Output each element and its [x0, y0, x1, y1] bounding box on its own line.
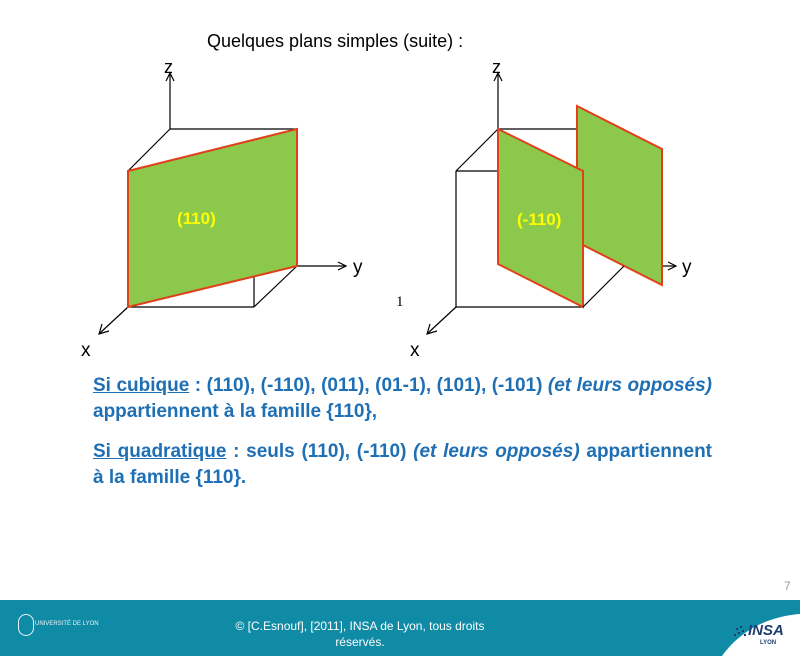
insa-logo-text: INSA [748, 622, 784, 639]
copyright-text: © [C.Esnouf], [2011], INSA de Lyon, tous droits réservés. [235, 619, 485, 649]
axis-y-right: y [682, 257, 692, 278]
universite-lyon-text: UNIVERSITÉ DE LYON [35, 621, 99, 627]
page-number: 7 [784, 579, 791, 593]
lead-cubic: Si cubique [93, 375, 190, 396]
plane-minus110-back [577, 106, 662, 285]
axis-z-right: z [492, 57, 501, 77]
plane-label-110: (110) [177, 209, 216, 228]
tail-cubic: appartiennent à la famille {110}, [93, 401, 378, 422]
italic-quadratic: (et leurs opposés) [413, 441, 580, 462]
axis-x-right: x [410, 340, 420, 361]
italic-cubic: (et leurs opposés) [547, 375, 712, 396]
body-quadratic: : seuls (110), (-110) [226, 441, 414, 462]
tail-quadratic: appartiennent à la famille {110}. [93, 441, 712, 488]
lead-quadratic: Si quadratique [93, 441, 227, 462]
paragraph-quadratic [93, 439, 712, 491]
universite-lyon-logo [18, 612, 99, 638]
paragraph-cubic [93, 373, 712, 425]
explanation-text [93, 373, 712, 505]
body-cubic: : (110), (-110), (011), (01-1), (101), (-101) [189, 375, 548, 396]
axis-z-left: z [164, 57, 173, 77]
insa-logo-subtext: LYON [760, 640, 777, 646]
unit-mark: 1 [396, 294, 404, 310]
slide-title: Quelques plans simples (suite) : [207, 31, 464, 51]
axis-x-left: x [81, 340, 91, 361]
plane-label-minus110: (-110) [517, 210, 562, 229]
axis-y-left: y [353, 257, 363, 278]
